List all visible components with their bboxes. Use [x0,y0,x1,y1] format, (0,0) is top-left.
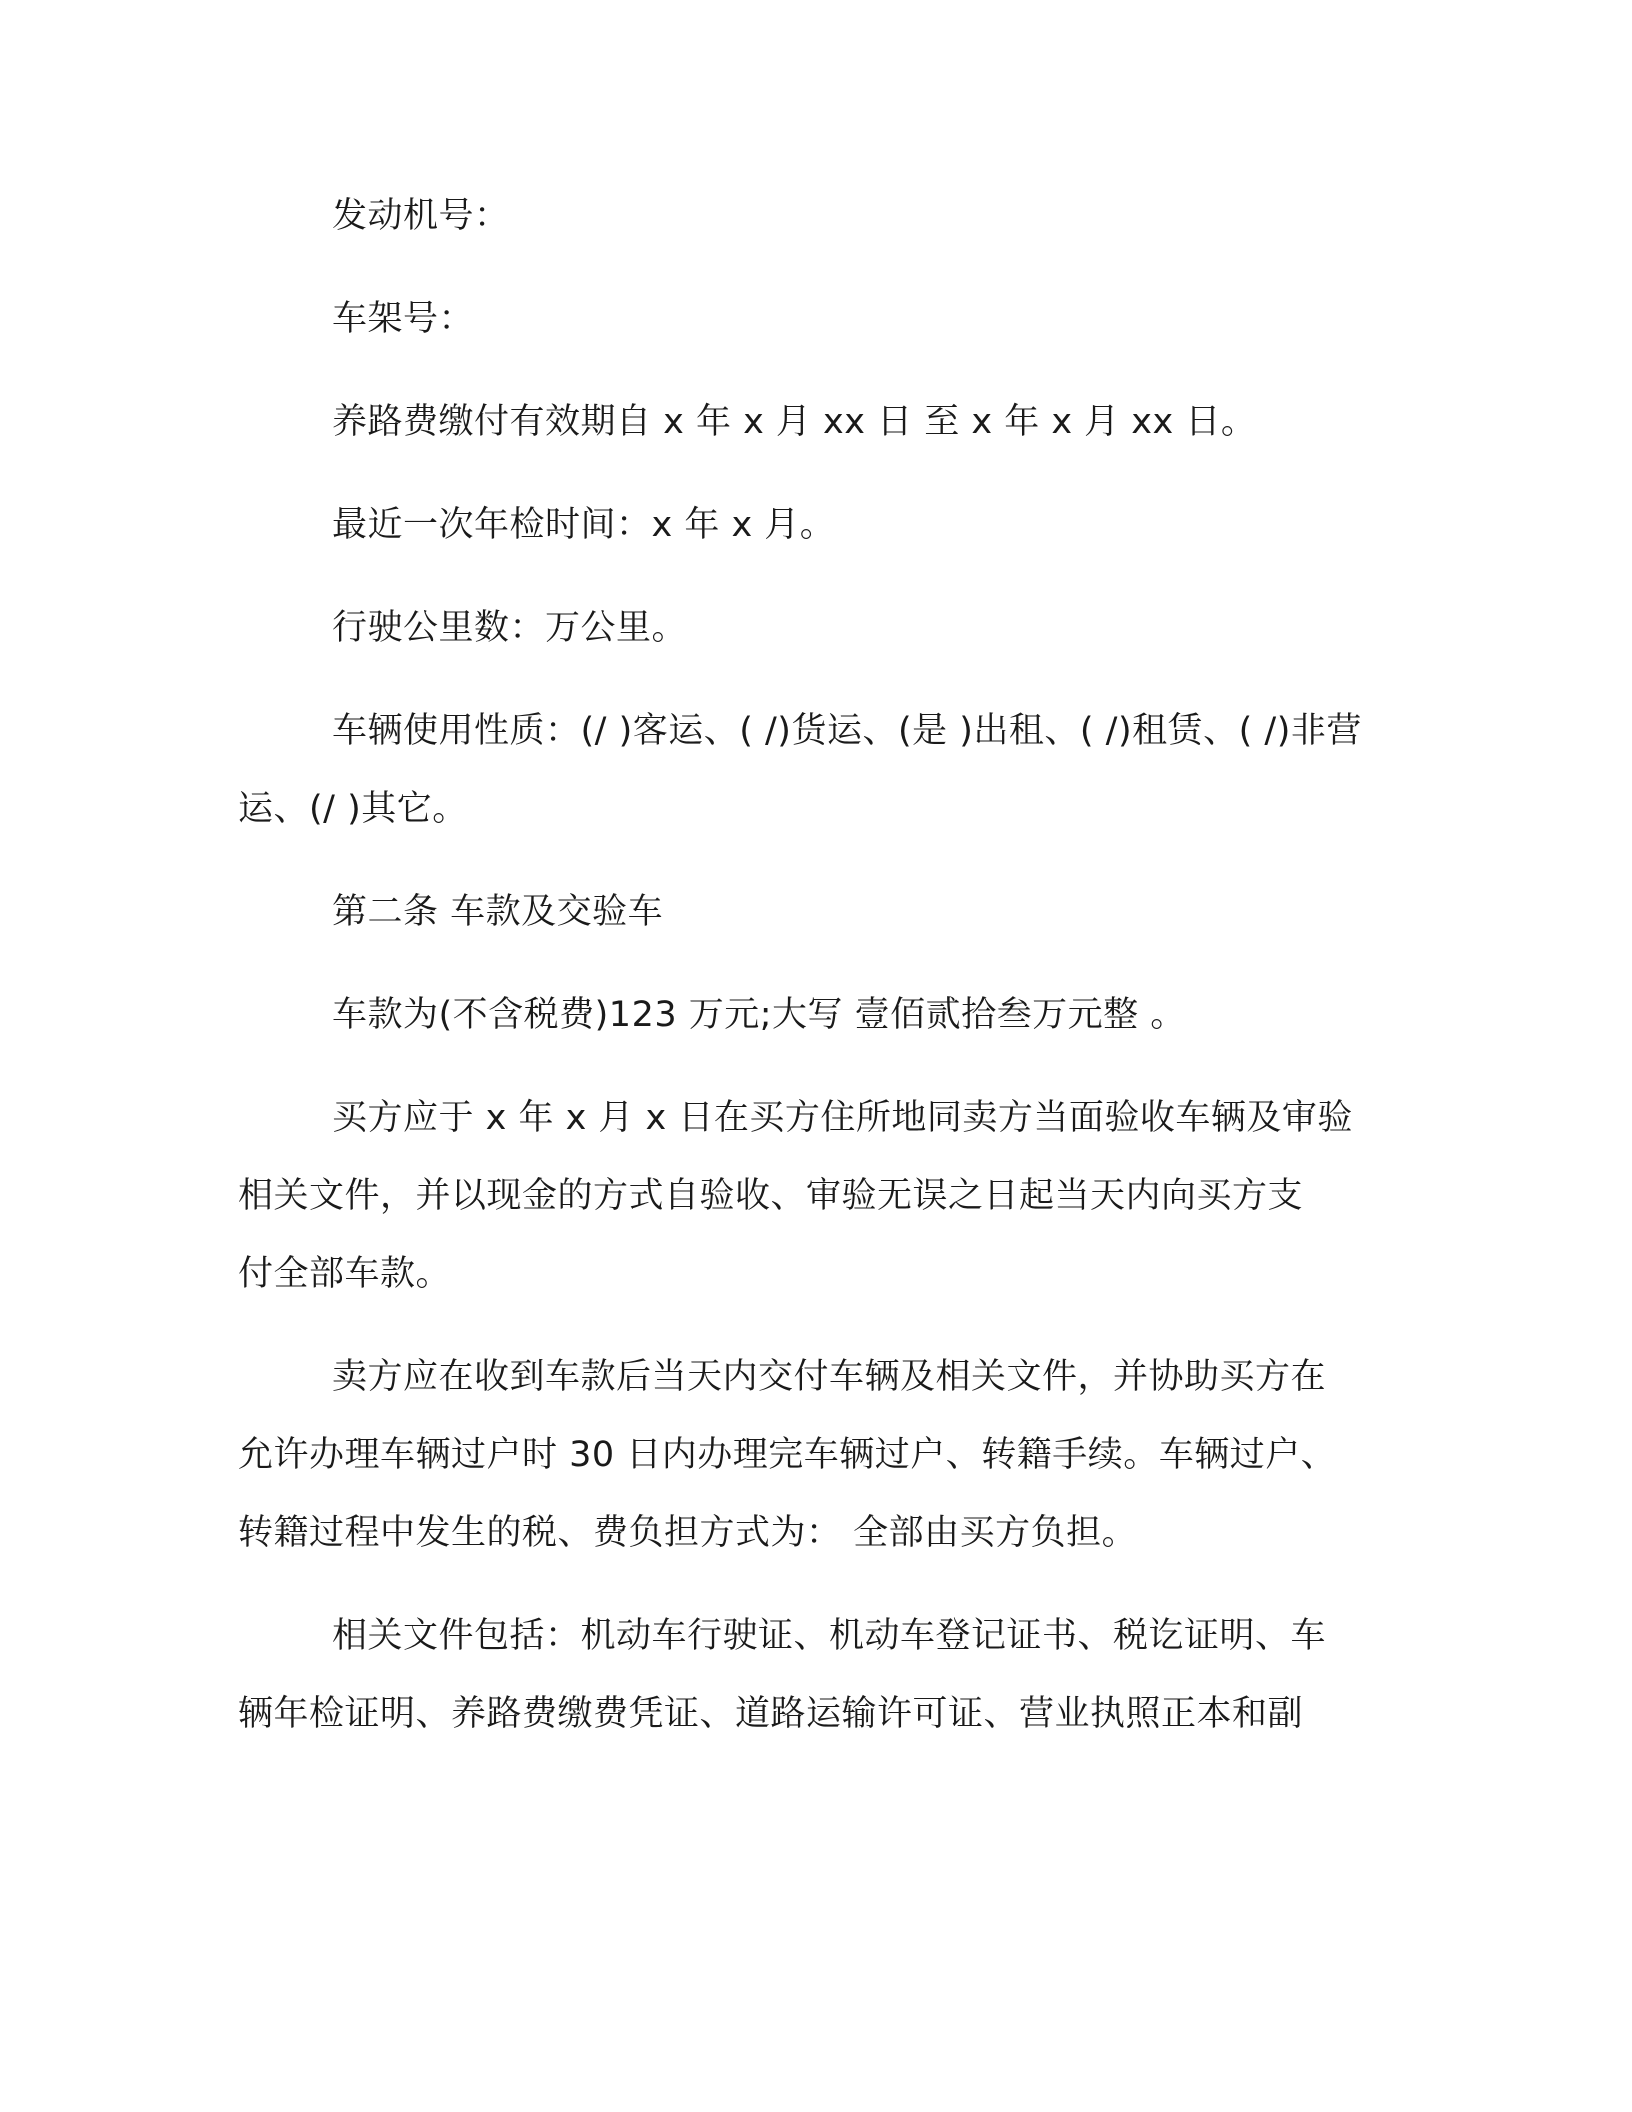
frame-number-line: 车架号： [332,299,475,339]
inspection-para-line-1: 买方应于 x 年 x 月 x 日在买方住所地同卖方当面验收车辆及审验 [332,1098,1353,1138]
road-fee-validity-line: 养路费缴付有效期自 x 年 x 月 xx 日 至 x 年 x 月 xx 日。 [332,402,1257,442]
mileage-line: 行驶公里数：万公里。 [332,608,688,648]
article-two-heading: 第二条 车款及交验车 [332,892,664,932]
delivery-para-line-1: 卖方应在收到车款后当天内交付车辆及相关文件，并协助买方在 [332,1357,1327,1397]
delivery-para-line-2: 允许办理车辆过户时 30 日内办理完车辆过户、转籍手续。车辆过户、 [238,1435,1337,1475]
inspection-para-line-3: 付全部车款。 [238,1254,452,1294]
last-inspection-line: 最近一次年检时间：x 年 x 月。 [332,505,836,545]
documents-para-line-1: 相关文件包括：机动车行驶证、机动车登记证书、税讫证明、车 [332,1616,1327,1656]
vehicle-usage-line-1: 车辆使用性质：(/ )客运、( /)货运、(是 )出租、( /)租赁、( /)非营 [332,711,1362,751]
engine-number-line: 发动机号： [332,196,510,236]
delivery-para-line-3: 转籍过程中发生的税、费负担方式为： 全部由买方负担。 [238,1513,1138,1553]
vehicle-usage-line-2: 运、(/ )其它。 [238,789,468,829]
documents-para-line-2: 辆年检证明、养路费缴费凭证、道路运输许可证、营业执照正本和副 [238,1694,1304,1734]
inspection-para-line-2: 相关文件，并以现金的方式自验收、审验无误之日起当天内向买方支 [238,1176,1304,1216]
payment-amount-line: 车款为(不含税费)123 万元;大写 壹佰贰拾叁万元整 。 [332,995,1186,1035]
